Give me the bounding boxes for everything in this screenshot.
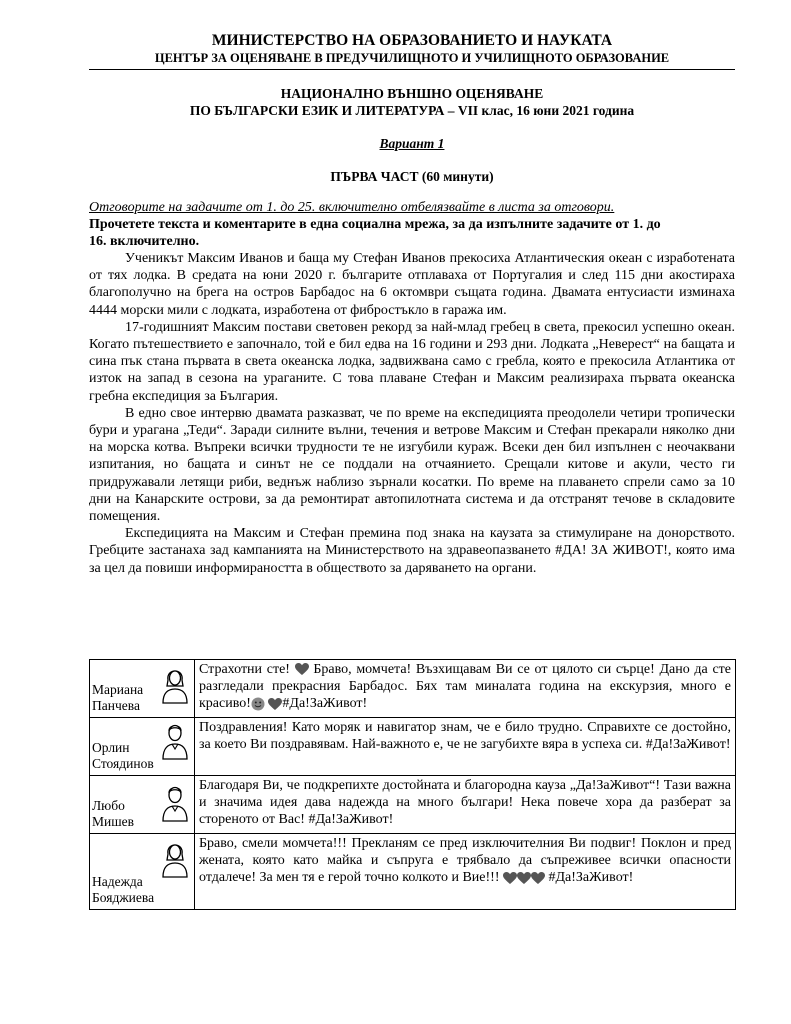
smile-icon (251, 697, 265, 711)
comment-text: Поздравления! Като моряк и навигатор знам, че е било трудно. Справихте се достойно, за което Ви поздравявам. Най-важното е, че не загубихте вяра в успеха си. #Да!ЗаЖивот! (195, 718, 736, 776)
author-first-name: Любо (92, 798, 125, 813)
author-first-name: Орлин (92, 740, 130, 755)
author-last-name: Мишев (92, 814, 134, 829)
author-last-name: Бояджиева (92, 890, 155, 905)
male-avatar-icon (160, 720, 190, 760)
comment-author (90, 718, 195, 776)
article-paragraph-4: Експедицията на Максим и Стефан премина под знака на каузата за стимулиране на донорството. Гребците застанаха зад кампанията на Министерството на здравеопазването #ДА! ЗА ЖИВОТ!, която има за цел да повиши информираността в обществото за даряването на органи. (89, 526, 735, 576)
heart-icon (531, 872, 545, 885)
female-avatar-icon (160, 838, 190, 878)
article-paragraph-3: В едно свое интервю двамата разказват, че по време на експедицията преодолели четири тропически бури и урагана „Теди“. Заради силните вълни, течения и ветрове Максим и Стефан прекарали няколко дни на морска котва. Въпреки всички трудности те не изгубили кураж. Всеки ден бил изпълнен с неочаквани изпитания, но бащата и синът не се поддали на отчаянието. Срещали китове и акули, често ги придружавали летящи риби, веднъж наблизо зърнали косатки. По време на плаването спрели само за 10 дни на Канарските острови, за да ремонтират автопилотната система и да отстранят течове в складовите помещения. (89, 405, 735, 525)
part-label: ПЪРВА ЧАСТ (60 минути) (330, 169, 494, 184)
comment-row (90, 834, 736, 910)
heart-icon (295, 663, 309, 676)
heart-icon (503, 872, 517, 885)
article-paragraph-2: 17-годишният Максим постави световен рекорд за най-млад гребец в света, прекосил успешно океан. Когато пътешествието е започнало, той е бил едва на 16 години и 293 дни. Лодката „Неверест“ на бащата и сина пък стана първата в света океанска лодка, задвижвана само с гребла, която е прекосила Атлантика от изток на запад в сезона на ураганите. С това плаване Стефан и Максим реализираха първата океанска гребна експедиция за България. (89, 319, 735, 404)
male-avatar-icon (160, 782, 190, 822)
heart-icon (268, 698, 282, 711)
comments-table (89, 659, 736, 910)
center-title: ЦЕНТЪР ЗА ОЦЕНЯВАНЕ В ПРЕДУЧИЛИЩНОТО И УЧИЛИЩНОТО ОБРАЗОВАНИЕ (154, 51, 670, 65)
comment-text: Благодаря Ви, че подкрепихте достойната и благородна кауза „Да!ЗаЖивот“! Тази важна и значима идея дава надежда на много българи! Нека повече хора да разберат за стореното от Вас! #Да!ЗаЖивот! (195, 776, 736, 834)
ministry-title: МИНИСТЕРСТВО НА ОБРАЗОВАНИЕТО И НАУКАТА (211, 32, 613, 49)
comment-author (90, 834, 195, 910)
female-avatar-icon (160, 664, 190, 704)
task-instruction-line1: Прочетете текста и коментарите в една социална мрежа, за да изпълните задачите от 1. до (89, 217, 661, 232)
exam-page (89, 32, 735, 577)
exam-subject: ПО БЪЛГАРСКИ ЕЗИК И ЛИТЕРАТУРА – VII клас, 16 юни 2021 година (189, 103, 635, 118)
comment-author (90, 660, 195, 718)
comment-row (90, 718, 736, 776)
comment-row (90, 776, 736, 834)
author-first-name: Мариана (92, 682, 144, 697)
answer-instruction: Отговорите на задачите от 1. до 25. включително отбелязвайте в листа за отговори. (89, 200, 615, 215)
comment-author (90, 776, 195, 834)
comment-text: Страхотни сте! Браво, момчета! Възхищавам Ви се от цялото си сърце! Дано да сте разгледали прекрасния Барбадос. Бях там миналата година на екскурзия, много е красиво! #Да!ЗаЖивот! (195, 660, 736, 718)
author-last-name: Стоядинов (92, 756, 154, 771)
article-paragraph-1: Ученикът Максим Иванов и баща му Стефан Иванов прекосиха Атлантическия океан с изработената от тях лодка. В средата на юни 2020 г. българите отплаваха от Португалия и след 115 дни акостираха благополучно на брега на остров Барбадос на 6 октомври същата година. Двамата ентусиасти изминаха 4444 морски мили с лодката, изработена от фибростъкло в гаража им. (89, 251, 735, 318)
author-last-name: Панчева (92, 698, 140, 713)
author-first-name: Надежда (92, 874, 143, 889)
comment-row (90, 660, 736, 718)
task-instruction-line2: 16. включително. (89, 234, 200, 249)
comment-text: Браво, смели момчета!!! Прекланям се пред изключителния Ви подвиг! Поклон и пред жената, която като майка и съпруга е трябвало да съпреживее всички опасности отдалече! За мен тя е герой точно колкото и Вие!!! #Да!ЗаЖивот! (195, 834, 736, 910)
variant-label: Вариант 1 (379, 136, 445, 151)
exam-title: НАЦИОНАЛНО ВЪНШНО ОЦЕНЯВАНЕ (280, 86, 544, 101)
heart-icon (517, 872, 531, 885)
